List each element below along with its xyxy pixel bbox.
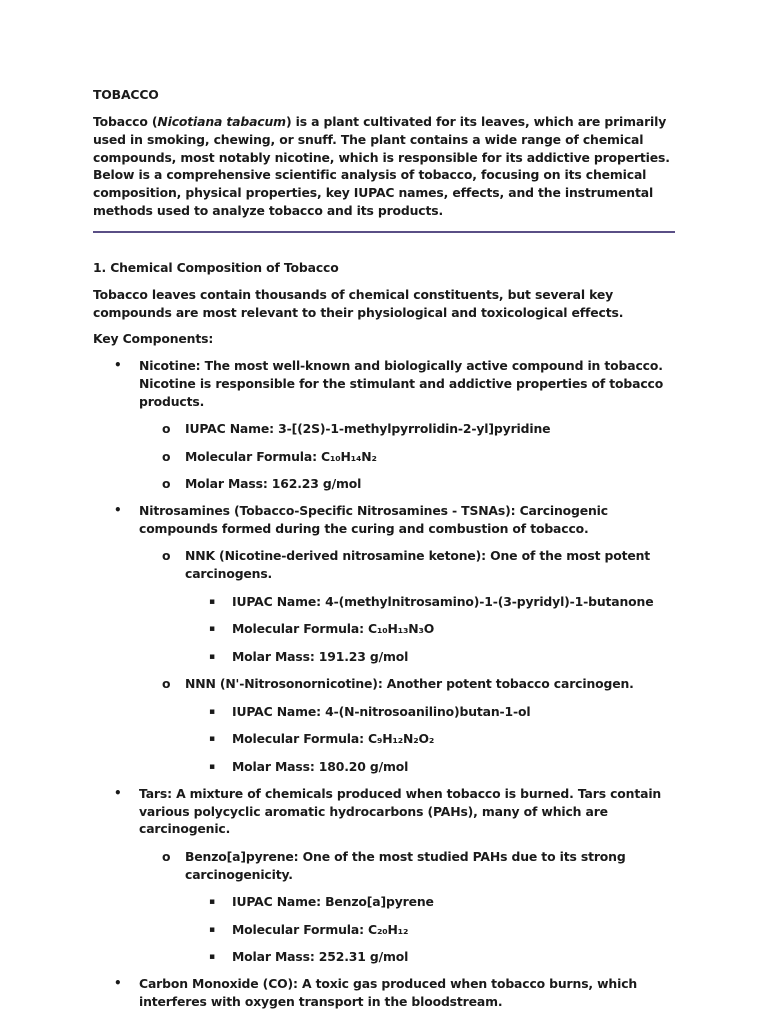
intro-paragraph (93, 113, 683, 220)
list-item-benzopyrene-formula (93, 921, 683, 939)
list-item-tars (93, 785, 683, 838)
nnk-text: NNK (Nicotine-derived nitrosamine ketone): One of the most potent carcinogens. (185, 548, 651, 582)
nicotine-iupac: IUPAC Name: 3-[(2S)-1-methylpyrrolidin-2-yl]pyridine (185, 421, 551, 437)
square-bullet-icon: ▪ (209, 761, 215, 772)
list-item-nicotine-iupac (93, 420, 683, 438)
square-bullet-icon: ▪ (209, 952, 215, 963)
nnn-text: NNN (N'-Nitrosonornicotine): Another potent tobacco carcinogen. (185, 676, 634, 692)
document-title: TOBACCO (93, 87, 159, 102)
bullet-icon: • (114, 358, 122, 373)
nnn-mass: Molar Mass: 180.20 g/mol (232, 758, 409, 774)
nicotine-text: Nicotine: The most well-known and biologically active compound in tobacco. Nicotine is responsible for the stimulant and addictive properties of tobacco products. (139, 358, 664, 409)
circle-bullet-icon: o (162, 676, 171, 692)
square-bullet-icon: ▪ (209, 624, 215, 635)
bullet-icon: • (114, 785, 122, 800)
nnk-mass: Molar Mass: 191.23 g/mol (232, 648, 409, 664)
nitrosamines-text: Nitrosamines (Tobacco-Specific Nitrosamines - TSNAs): Carcinogenic compounds formed during the curing and combustion of tobacco. (139, 503, 608, 537)
list-item-nnn (93, 675, 683, 693)
nnn-iupac: IUPAC Name: 4-(N-nitrosoanilino)butan-1-ol (232, 703, 531, 719)
list-item-nicotine (93, 357, 683, 410)
circle-bullet-icon: o (162, 476, 171, 492)
circle-bullet-icon: o (162, 848, 171, 864)
circle-bullet-icon: o (162, 548, 171, 564)
list-item-nnk-mass (93, 648, 683, 666)
nicotine-formula: Molecular Formula: C₁₀H₁₄N₂ (185, 448, 377, 464)
components-list (93, 357, 683, 1010)
nicotine-mass: Molar Mass: 162.23 g/mol (185, 476, 362, 492)
circle-bullet-icon: o (162, 421, 171, 437)
list-item-nnn-iupac (93, 703, 683, 721)
key-components-heading: Key Components: (93, 331, 214, 347)
nnk-iupac: IUPAC Name: 4-(methylnitrosamino)-1-(3-pyridyl)-1-butanone (232, 593, 654, 609)
species-name: Nicotiana tabacum (157, 114, 286, 129)
bullet-icon: • (114, 976, 122, 991)
list-item-nnk-iupac (93, 593, 683, 611)
list-item-nnn-mass (93, 758, 683, 776)
benzopyrene-text: Benzo[a]pyrene: One of the most studied PAHs due to its strong carcinogenicity. (185, 848, 626, 882)
list-item-benzopyrene (93, 848, 683, 884)
square-bullet-icon: ▪ (209, 596, 215, 607)
tars-text: Tars: A mixture of chemicals produced when tobacco is burned. Tars contain various polycyclic aromatic hydrocarbons (PAHs), many of which are carcinogenic. (139, 785, 662, 837)
list-item-nicotine-mass (93, 475, 683, 493)
square-bullet-icon: ▪ (209, 734, 215, 745)
list-item-carbon-monoxide (93, 975, 683, 1011)
intro-text-before: Tobacco ( (93, 114, 158, 129)
section-intro: Tobacco leaves contain thousands of chemical constituents, but several key compounds are most relevant to their physiological and toxicological effects. (93, 286, 624, 320)
nnn-formula: Molecular Formula: C₉H₁₂N₂O₂ (232, 731, 435, 747)
list-item-benzopyrene-mass (93, 948, 683, 966)
benzopyrene-formula: Molecular Formula: C₂₀H₁₂ (232, 921, 409, 937)
horizontal-rule (93, 231, 675, 233)
nnk-formula: Molecular Formula: C₁₀H₁₃N₃O (232, 621, 435, 637)
document-page (93, 86, 683, 1011)
list-item-nitrosamines (93, 502, 683, 538)
list-item-benzopyrene-iupac (93, 893, 683, 911)
carbon-monoxide-text: Carbon Monoxide (CO): A toxic gas produced when tobacco burns, which interferes with oxygen transport in the bloodstream. (139, 976, 638, 1010)
square-bullet-icon: ▪ (209, 897, 215, 908)
benzopyrene-mass: Molar Mass: 252.31 g/mol (232, 949, 409, 965)
square-bullet-icon: ▪ (209, 651, 215, 662)
circle-bullet-icon: o (162, 448, 171, 464)
square-bullet-icon: ▪ (209, 706, 215, 717)
list-item-nnn-formula (93, 730, 683, 748)
list-item-nnk (93, 547, 683, 583)
square-bullet-icon: ▪ (209, 924, 215, 935)
intro-text-after: ) is a plant cultivated for its leaves, which are primarily used in smoking, chewing, or snuff. The plant contains a wide range of chemical compounds, most notably nicotine, which is responsible for its addictive properties. Below is a comprehensive scientific analysis of tobacco, focusing on its chemical composition, physical properties, key IUPAC names, effects, and the instrumental methods used to analyze tobacco and its products. (93, 114, 670, 218)
benzopyrene-iupac: IUPAC Name: Benzo[a]pyrene (232, 894, 434, 910)
list-item-nnk-formula (93, 620, 683, 638)
section-heading: 1. Chemical Composition of Tobacco (93, 259, 339, 275)
bullet-icon: • (114, 503, 122, 518)
list-item-nicotine-formula (93, 448, 683, 466)
